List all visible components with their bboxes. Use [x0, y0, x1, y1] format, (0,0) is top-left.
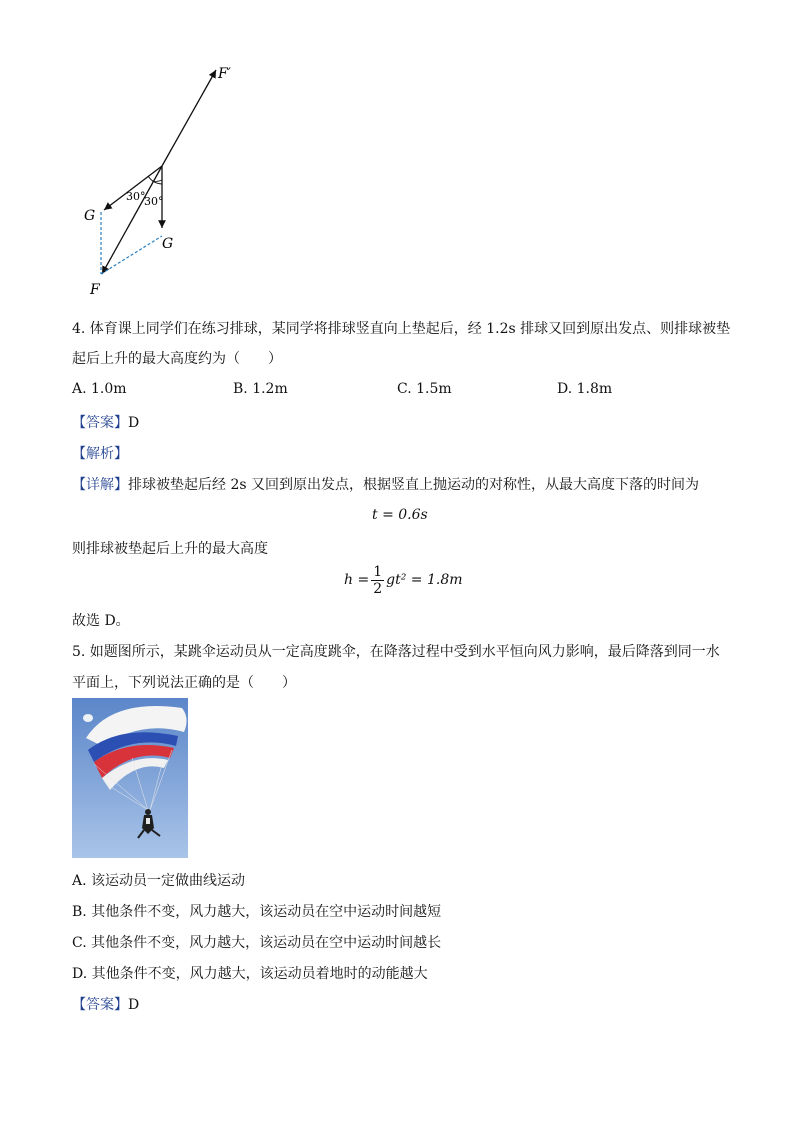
f-prime-arrow	[162, 70, 216, 166]
q4-equation-2	[344, 562, 463, 598]
q4-analysis-tag: 【解析】	[72, 446, 128, 462]
label-angle-1: 30°	[126, 190, 146, 203]
q5-option-c: C. 其他条件不变，风力越大，该运动员在空中运动时间越长	[72, 935, 442, 951]
q4-eq2-num: 1	[373, 563, 383, 580]
q4-answer-value: D	[128, 415, 140, 431]
q4-option-b: B. 1.2m	[233, 381, 288, 397]
dashed-line-bottom	[101, 236, 162, 274]
q4-detail	[72, 474, 699, 494]
q4-option-d: D. 1.8m	[557, 381, 613, 397]
q5-answer-value: D	[128, 997, 140, 1013]
q5-answer	[72, 994, 139, 1014]
label-angle-2: 30°	[144, 195, 164, 208]
q4-line-2: 起后上升的最大高度约为（ ）	[72, 351, 282, 367]
q4-answer-tag: 【答案】	[72, 415, 128, 431]
label-f-prime: F′	[218, 66, 231, 82]
q5-option-a: A. 该运动员一定做曲线运动	[72, 873, 246, 889]
q4-eq2-lhs: h =	[344, 572, 370, 588]
parachute-photo	[72, 698, 188, 858]
q4-detail-tag: 【详解】	[72, 477, 128, 493]
q4-option-a: A. 1.0m	[72, 381, 127, 397]
q4-eq2-fraction	[371, 564, 384, 597]
force-diagram	[80, 62, 250, 302]
q5-option-d: D. 其他条件不变，风力越大，该运动员着地时的动能越大	[72, 966, 428, 982]
angle-arc	[148, 176, 162, 184]
q4-eq2-rhs: gt² = 1.8m	[386, 572, 463, 588]
q4-line-height: 则排球被垫起后上升的最大高度	[72, 541, 268, 557]
label-f: F	[90, 282, 100, 298]
q5-answer-tag: 【答案】	[72, 997, 128, 1013]
q4-conclusion: 故选 D。	[72, 613, 130, 629]
q5-line-1: 5. 如题图所示，某跳伞运动员从一定高度跳伞，在降落过程中受到水平恒向风力影响，最后降落到同一水	[72, 644, 720, 660]
q4-eq2-den: 2	[373, 580, 383, 597]
q4-equation-1: t = 0.6s	[372, 507, 428, 523]
q5-option-b: B. 其他条件不变，风力越大，该运动员在空中运动时间越短	[72, 904, 442, 920]
q4-line-1: 4. 体育课上同学们在练习排球，某同学将排球竖直向上垫起后，经 1.2s 排球又回到原出发点、则排球被垫	[72, 321, 731, 337]
q4-detail-text: 排球被垫起后经 2s 又回到原出发点，根据竖直上抛运动的对称性，从最大高度下落的时间为	[128, 477, 699, 493]
q4-answer	[72, 412, 139, 432]
q5-line-2: 平面上，下列说法正确的是（ ）	[72, 675, 296, 691]
q4-option-c: C. 1.5m	[397, 381, 452, 397]
f-arrow	[102, 166, 162, 274]
label-g-left: G	[84, 208, 96, 224]
label-g-right: G	[162, 236, 174, 252]
